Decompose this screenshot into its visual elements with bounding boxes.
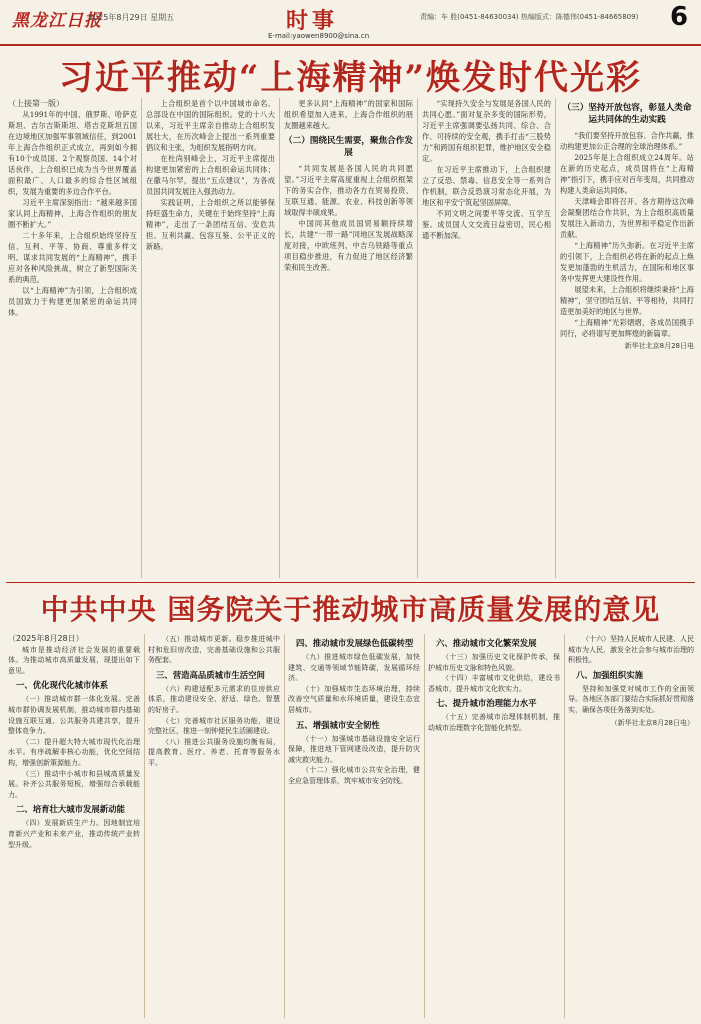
paragraph: （七）完善城市社区服务功能，建设完整社区，推进一刻钟便民生活圈建设。: [148, 716, 280, 736]
paragraph: “共同发展是各国人民的共同愿望。”习近平主席高度重视上合组织框架下的务实合作，推动各方在贸易投资、互联互通、能源、农业、科技创新等领域取得丰硕成果。: [284, 164, 413, 217]
article-1-column-2: [146, 98, 275, 578]
section-email: E-mail:yaowen8900@sina.cn: [268, 32, 370, 40]
paragraph: 上合组织是首个以中国城市命名、总部设在中国的国际组织。党的十八大以来，习近平主席亲自推动上合组织发展壮大，在历次峰会上提出一系列重要倡议和主张，为组织发展指明方向。: [146, 99, 275, 152]
page-number: 6: [670, 2, 689, 32]
issue-date: 2025年8月29日 星期五: [88, 13, 175, 22]
article-2-section-heading: 八、加强组织实施: [576, 669, 643, 680]
paragraph: “我们要坚持开放包容、合作共赢，推动构建更加公正合理的全球治理体系。”: [560, 131, 694, 151]
article-2-section-heading: 二、培育壮大城市发展新动能: [16, 804, 125, 815]
main-headline: 习近平推动“上海精神”焕发时代光彩: [58, 58, 643, 98]
article-2-column-5: [568, 634, 694, 1018]
paragraph: （三）推动中小城市和县城高质量发展。补齐公共服务短板，增强综合承载能力。: [8, 769, 140, 799]
article-2-section-heading: 三、营造高品质城市生活空间: [156, 669, 265, 680]
editor-line: 责编：车 胜(0451-84630034) 热编版式：陈德伟(0451-84665809): [420, 13, 639, 21]
article-1-column-1: [8, 98, 137, 578]
article-2-section-heading: 六、推动城市文化繁荣发展: [436, 638, 537, 648]
article-2-section-heading: 七、提升城市治理能力水平: [436, 698, 537, 709]
paragraph: （十三）加强历史文化保护传承，保护城市历史文脉和特色风貌。: [428, 653, 560, 672]
paragraph: “上海精神”历久弥新。在习近平主席的引领下，上合组织必将在新的起点上焕发更加蓬勃的生机活力，在国际和地区事务中发挥更大建设性作用。: [560, 241, 694, 283]
paragraph: 在杜尚别峰会上，习近平主席提出构建更加紧密的上合组织命运共同体；在撒马尔罕，提出“五点建议”，为各成员国共同发展注入强劲动力。: [146, 154, 275, 196]
paragraph: （四）发展新质生产力。因地制宜培育新兴产业和未来产业，推动传统产业转型升级。: [8, 819, 140, 849]
article-1-body: [8, 98, 694, 578]
column-divider: [141, 98, 142, 578]
paragraph: 在习近平主席推动下，上合组织建立了反恐、禁毒、信息安全等一系列合作机制，联合反恐演习常态化开展，为地区和平安宁筑起坚固屏障。: [422, 165, 551, 207]
paragraph: 不同文明之间要平等交流、互学互鉴。成员国人文交流日益密切，民心相通不断加深。: [422, 209, 551, 240]
paragraph: 以“上海精神”为引领，上合组织成员国致力于构建更加紧密的命运共同体。: [8, 286, 137, 317]
column-divider: [144, 634, 145, 1018]
article-2-section-heading: 四、推动城市发展绿色低碳转型: [296, 638, 414, 648]
paragraph: （十二）强化城市公共安全治理，健全应急管理体系，筑牢城市安全防线。: [288, 766, 420, 785]
article-2-section-heading: 一、优化现代化城市体系: [16, 680, 109, 691]
article-2-section-heading: 五、增强城市安全韧性: [296, 719, 380, 730]
paragraph: （二）提升超大特大城市现代化治理水平。有序疏解非核心功能，优化空间结构，增强创新策源能力。: [8, 737, 140, 767]
paragraph: 坚持和加强党对城市工作的全面领导。各地区各部门要结合实际抓好贯彻落实，确保各项任务落到实处。: [568, 684, 694, 714]
article-1-column-3: [284, 98, 413, 578]
paragraph: （十一）加强城市基础设施安全运行保障，推进地下管网建设改造，提升防灾减灾救灾能力。: [288, 734, 420, 764]
paragraph: 更多认同“上海精神”的国家和国际组织希望加入进来，上海合作组织的朋友圈越来越大。: [284, 99, 413, 130]
column-divider: [555, 98, 556, 578]
paragraph: 从1991年的中国、俄罗斯、哈萨克斯坦、吉尔吉斯斯坦、塔吉克斯坦五国在边境地区加强军事领域信任，到2001年上海合作组织正式成立，再到如今拥有10个成员国、2个观察员国、14个对话伙伴，上合组织已成为当今世界覆盖面积最广、人口最多的综合性区域组织，发展为重要的多边合作平台。: [8, 110, 137, 196]
paragraph: “实现持久安全与发展是各国人民的共同心愿。”面对复杂多变的国际形势，习近平主席强调要弘扬共同、综合、合作、可持续的安全观，携手打击“三股势力”和跨国有组织犯罪，维护地区安全稳定。: [422, 99, 551, 163]
column-divider: [564, 634, 565, 1018]
column-divider: [417, 98, 418, 578]
paragraph: “上海精神”光彩熠熠，各成员国携手同行，必将谱写更加辉煌的新篇章。: [560, 318, 694, 338]
paragraph: （六）构建适配多元需求的住房供应体系，推动建设安全、舒适、绿色、智慧的好房子。: [148, 684, 280, 714]
paragraph: 2025年是上合组织成立24周年。站在新的历史起点，成员国将在“上海精神”指引下，携手应对百年变局，共同推动构建人类命运共同体。: [560, 153, 694, 195]
paragraph: （九）推进城市绿色低碳发展，加快建筑、交通等领域节能降碳，发展循环经济。: [288, 653, 420, 683]
article-1-column-4: [422, 98, 551, 578]
article-2-column-4: [428, 634, 560, 1018]
article-1-credit: 新华社北京8月28日电: [624, 342, 694, 350]
article-2-column-2: [148, 634, 280, 1018]
paragraph: 中国同其他成员国贸易额持续增长，共建“一带一路”同地区发展战略深度对接，中欧班列、中吉乌铁路等重点项目稳步推进，有力促进了地区经济繁荣和民生改善。: [284, 219, 413, 272]
article-2-column-1: [8, 634, 140, 1018]
paragraph: 习近平主席深刻指出：“越来越多国家认同上海精神，上海合作组织的朋友圈不断扩大。”: [8, 198, 137, 229]
article-2-credit: （新华社北京8月28日电）: [610, 718, 694, 727]
paragraph: （八）推进公共服务设施均衡布局，提高教育、医疗、养老、托育等服务水平。: [148, 737, 280, 767]
article-2-byline: （2025年8月28日）: [8, 634, 84, 643]
article-1-byline: （上接第一版）: [8, 99, 64, 108]
section-rule: [6, 582, 695, 583]
article-1-column-5: [560, 98, 694, 578]
article-2-body: [8, 634, 694, 1018]
masthead: [0, 0, 701, 46]
paragraph: （十四）丰富城市文化供给，建设书香城市，提升城市文化软实力。: [428, 674, 560, 693]
paragraph: （十五）完善城市治理体制机制，推动城市治理数字化智能化转型。: [428, 713, 560, 732]
paragraph: 天津峰会即将召开。各方期待这次峰会凝聚团结合作共识，为上合组织高质量发展注入新动力，为世界和平稳定作出新贡献。: [560, 197, 694, 239]
paragraph: （十）加强城市生态环境治理，持续改善空气质量和水环境质量，建设生态宜居城市。: [288, 684, 420, 714]
paragraph: 实践证明，上合组织之所以能够保持旺盛生命力，关键在于始终坚持“上海精神”，走出了一条团结互信、安危共担、互利共赢、包容互鉴、公平正义的新路。: [146, 198, 275, 251]
paragraph: （五）推动城市更新。稳步推进城中村和危旧房改造，完善基础设施和公共服务配套。: [148, 635, 280, 665]
second-headline: 中共中央 国务院关于推动城市高质量发展的意见: [40, 593, 661, 626]
article-1-subhead: （三）坚持开放包容，彰显人类命运共同体的生动实践: [562, 103, 692, 125]
newspaper-name: 黑龙江日报: [12, 11, 102, 31]
paragraph: （十六）坚持人民城市人民建、人民城市为人民，激发全社会参与城市治理的积极性。: [568, 635, 694, 665]
column-divider: [424, 634, 425, 1018]
column-divider: [279, 98, 280, 578]
paragraph: 展望未来，上合组织将继续秉持“上海精神”，坚守团结互信、平等相待，共同打造更加美好的地区与世界。: [560, 285, 694, 316]
article-1-subhead: （二）围绕民生需要，聚焦合作发展: [284, 136, 413, 158]
column-divider: [284, 634, 285, 1018]
paragraph: 城市是推动经济社会发展的重要载体。为推动城市高质量发展，现提出如下意见。: [8, 645, 140, 675]
section-title: 时事: [286, 8, 339, 34]
paragraph: （一）推动城市群一体化发展。完善城市群协调发展机制，推动城市群内基础设施互联互通、公共服务共建共享，提升整体竞争力。: [8, 695, 140, 736]
paragraph: 二十多年来，上合组织始终坚持互信、互利、平等、协商、尊重多样文明、谋求共同发展的“上海精神”，携手应对各种风险挑战，树立了新型国际关系的典范。: [8, 231, 137, 284]
article-2-column-3: [288, 634, 420, 1018]
